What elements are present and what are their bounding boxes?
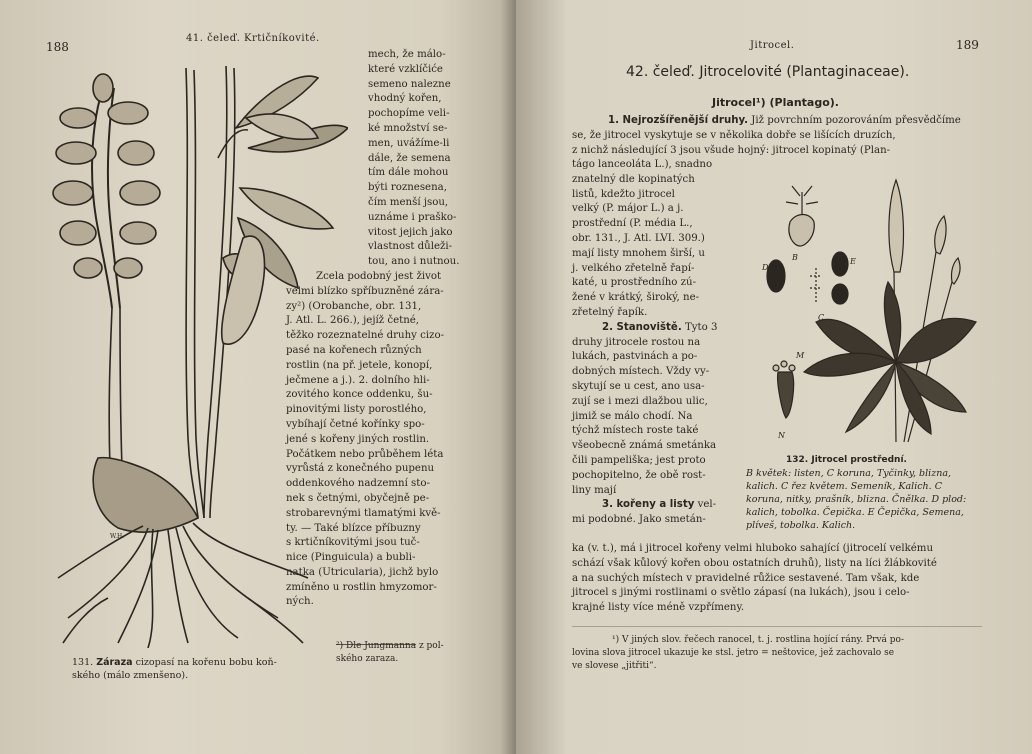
text-line: ka (v. t.), má i jitrocel kořeny velmi hluboko sahající (jitrocelí velkému — [572, 543, 934, 554]
left-column-right-page — [572, 158, 744, 528]
text-line: jené s kořeny jiných rostlin. — [286, 433, 430, 445]
text-line: všeobecně známá smetánka — [572, 440, 717, 452]
text-line: natka (Utricularia), jichž bylo — [286, 566, 439, 578]
caption-line: plíveš, tobolka. Kalich. — [746, 520, 856, 531]
text-line: mech, že málo- — [368, 49, 446, 60]
text-line: vyrůstá z konečného pupenu — [286, 463, 435, 475]
text-line: zovitého konce oddenku, šu- — [286, 389, 433, 401]
text-line: Zcela podobný jest život — [316, 270, 442, 282]
text-line: skytují se u cest, ano usa- — [572, 380, 705, 392]
para1-full — [572, 114, 978, 158]
text-line: j. velkého zřetelně řapí- — [572, 262, 695, 274]
text-line: druhy jitrocele rostou na — [572, 336, 701, 348]
text-line: vitost jejich jako — [368, 226, 453, 238]
text-line: které vzklíčiće — [368, 63, 443, 75]
figure-letter-d: D — [762, 263, 769, 272]
left-running-head: 41. čeleď. Krtičníkovité. — [186, 33, 320, 44]
text-line: obr. 131., J. Atl. LVI. 309.) — [572, 232, 705, 244]
caption-number: 131. — [72, 657, 94, 668]
right-page — [516, 0, 1032, 754]
text-line: jimiž se málo chodí. Na — [572, 410, 693, 422]
left-page-number: 188 — [46, 40, 69, 54]
figure-signature: W.H. — [110, 533, 125, 540]
figure-letter-b: B — [792, 253, 798, 262]
footnote-line: ve slovese „jitřiti“. — [572, 661, 657, 671]
text-line: strobarevnými tlamatými kvě- — [286, 507, 441, 519]
right-page-number: 189 — [956, 38, 979, 52]
text-line: dobných místech. Vždy vy- — [572, 366, 710, 378]
footnote-line: ¹) V jiných slov. řečech ranocel, t. j. rostlina hojící rány. Prvá po- — [612, 635, 904, 645]
text-line: tím dále mohou — [368, 167, 449, 179]
footnote-line: lovina slova jitrocel ukazuje ke stsl. jetro = neštovice, jež zachovalo se — [572, 648, 895, 658]
text-line: zují se i mezi dlažbou ulic, — [572, 395, 708, 407]
para3-full — [572, 542, 982, 616]
figure-letter-e: E — [850, 257, 856, 266]
text-line: J. Atl. L. 266.), jejíž četné, — [286, 315, 420, 327]
left-column-text — [286, 48, 464, 610]
plantago-illustration — [756, 172, 986, 452]
section-title — [712, 96, 839, 109]
text-line: ké množství se- — [368, 122, 448, 134]
text-line: dále, že semena — [368, 152, 451, 164]
para1-heading: 1. Nejrozšířenější druhy. — [608, 115, 749, 126]
figure-letter-m: M — [796, 351, 805, 360]
text-line: ječmene a j.). 2. dolního hli- — [286, 374, 430, 386]
text-line: semeno nalezne — [368, 78, 451, 90]
text-line: a na suchých místech v pravidelné růžice sestavené. Tam však, kde — [572, 572, 920, 584]
text-line: pochopitelno, že obě rost- — [572, 469, 706, 481]
text-line: pasé na kořenech různých — [286, 344, 422, 356]
text-line: men, uvážíme-li — [368, 137, 450, 149]
caption-line: kalich. C řez květem. Semeník, Kalich. C — [746, 481, 942, 492]
text-line: Tyto 3 — [684, 321, 718, 333]
text-line: uznáme i praško- — [368, 211, 457, 223]
caption-title: 132. Jitrocel prostřední. — [786, 455, 907, 465]
text-line: těžko rozeznatelné druhy cizo- — [286, 330, 445, 342]
text-line: zy²) (Orobanche, obr. 131, — [286, 300, 422, 312]
text-line: oddenkového nadzemní sto- — [286, 478, 430, 490]
text-line: rostlin (na př. jetele, konopí, — [286, 359, 433, 371]
text-line: čili pampeliška; jest proto — [572, 454, 706, 466]
text-line: býti roznesena, — [368, 182, 447, 194]
text-line: vel- — [697, 499, 717, 511]
text-line: tágo lanceoláta L.), snadno — [572, 159, 713, 170]
caption-line: kalich, tobolka. Čepička. E Čepička, Semena, — [746, 507, 964, 518]
caption-line: koruna, nitky, prašník, blizna. Čnělka. D plod: — [746, 494, 967, 505]
text-line: z nichž následující 3 jsou všude hojný: jitrocel kopinatý (Plan- — [572, 144, 891, 156]
section-title-text: Jitrocel¹) (Plantago). — [712, 96, 839, 109]
figure-letter-n: N — [778, 431, 785, 440]
right-figure-caption — [746, 454, 986, 532]
text-line: s krtičníkovitými jsou tuč- — [286, 537, 420, 549]
para2-heading: 2. Stanoviště. — [602, 321, 682, 333]
text-line: týchž místech roste také — [572, 425, 699, 437]
caption-bold: Záraza — [96, 657, 133, 668]
text-line: se, že jitrocel vyskytuje se v několika dobře se lišících druzích, — [572, 129, 896, 141]
text-line: lukách, pastvinách a po- — [572, 351, 698, 363]
text-line: tou, ano i nutnou. — [368, 256, 460, 268]
text-line: nice (Pinguicula) a bubli- — [286, 552, 416, 564]
text-line: prostřední (P. média L., — [572, 218, 693, 230]
text-line: ných. — [286, 596, 314, 608]
text-line: liny mají — [572, 484, 617, 496]
para3-heading: 3. kořeny a listy — [602, 499, 695, 511]
text-line: jitrocel s jinými rostlinami o světlo zápasí (na lukách), jsou i celo- — [572, 587, 910, 599]
text-line: krajné listy více méně vzpřímeny. — [572, 602, 745, 614]
left-footnote: ²) Dle Jungmanna z pol- ského zaraza. — [336, 641, 444, 664]
text-line: vhodný kořen, — [368, 93, 442, 105]
text-line: žené v krátký, široký, ne- — [572, 292, 700, 304]
caption-text: cizopasí na kořenu bobu koň- ského (málo zmenšeno). — [72, 657, 277, 681]
text-line: Již povrchním pozorováním přesvědčíme — [751, 115, 961, 126]
text-line: vlastnost důleži- — [368, 241, 453, 253]
text-line: ty. — Také blízce příbuzny — [286, 522, 421, 534]
text-line: velký (P. májor L.) a j. — [572, 203, 684, 215]
text-line: nek s četnými, obyčejně pe- — [286, 492, 430, 504]
caption-line: B květek: listen, C koruna, Tyčinky, blizna, — [746, 468, 952, 479]
text-line: čím menší jsou, — [368, 196, 449, 208]
text-line: pinovitými listy porostlého, — [286, 404, 427, 416]
text-line: mají listy mnohem širší, u — [572, 247, 705, 259]
left-figure-caption — [72, 656, 312, 682]
text-line: znatelný dle kopinatých — [572, 173, 695, 185]
right-running-head: Jitrocel. — [750, 40, 795, 51]
right-footnote — [572, 634, 982, 673]
figure-letter-c: C — [818, 313, 825, 322]
footnote-separator — [572, 626, 982, 627]
text-line: mi podobné. Jako smetán- — [572, 514, 706, 526]
text-line: zřetelný řapík. — [572, 306, 648, 318]
text-line: schází však kůlový kořen obou ostatních druhů), listy na líci žlábkovité — [572, 557, 937, 569]
text-line: katé, u prostředního zú- — [572, 277, 697, 289]
text-line: listů, kdežto jitrocel — [572, 188, 675, 200]
text-line: vybíhají četné kořínky spo- — [286, 418, 425, 430]
text-line: velmi blízko spříbuzněné zára- — [286, 285, 444, 297]
text-line: zmíněno u rostlin hmyzomor- — [286, 581, 437, 593]
text-line: pochopíme veli- — [368, 108, 450, 120]
text-line: Počátkem nebo průběhem léta — [286, 448, 444, 460]
chapter-title: 42. čeleď. Jitrocelovité (Plantaginaceae). — [626, 64, 910, 80]
